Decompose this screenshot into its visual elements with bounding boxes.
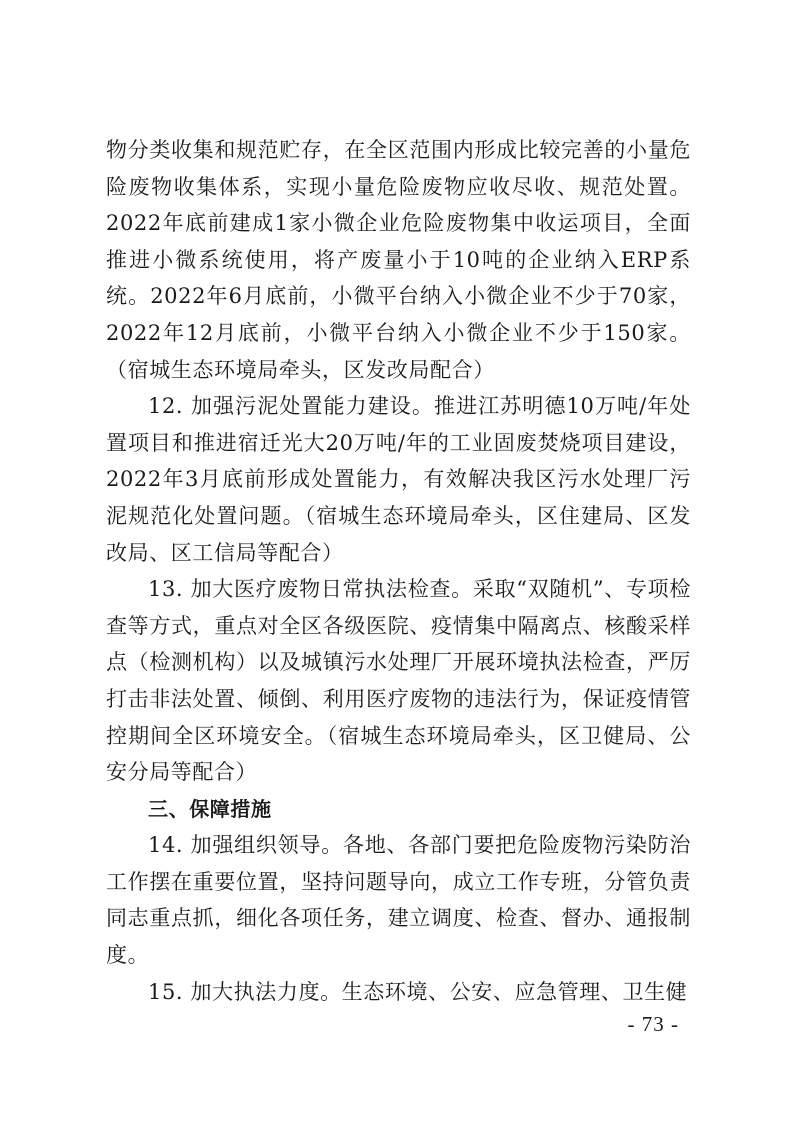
section-heading: 三、保障措施 [148, 796, 272, 821]
paragraph-item-14: 14. 加强组织领导。各地、各部门要把危险废物污染防治工作摆在重要位置，坚持问题导向，成立工作专班，分管负责同志重点抓，细化各项任务，建立调度、检查、督办、通报制度。 [106, 833, 691, 968]
body-text [106, 132, 691, 1010]
page-number: - 73 - [627, 1012, 679, 1036]
paragraph-item-13: 13. 加大医疗废物日常执法检查。采取“双随机”、专项检查等方式，重点对全区各级医院、疫情集中隔离点、核酸采样点（检测机构）以及城镇污水处理厂开展环境执法检查，严厉打击非法处置、倾倒、利用医疗废物的违法行为，保证疫情管控期间全区环境安全。（宿城生态环境局牵头，区卫健局、公安分局等配合） [106, 577, 691, 785]
paragraph-item-12: 12. 加强污泥处置能力建设。推进江苏明德10万吨/年处置项目和推进宿迁光大20万吨/年的工业固废焚烧项目建设，2022年3月底前形成处置能力，有效解决我区污水处理厂污泥规范化处置问题。（宿城生态环境局牵头，区住建局、区发改局、区工信局等配合） [106, 394, 691, 565]
paragraph-item-15: 15. 加大执法力度。生态环境、公安、应急管理、卫生健 [148, 979, 688, 1004]
paragraph-continuation: 物分类收集和规范贮存，在全区范围内形成比较完善的小量危险废物收集体系，实现小量危险废物应收尽收、规范处置。2022年底前建成1家小微企业危险废物集中收运项目，全面推进小微系统使用，将产废量小于10吨的企业纳入ERP系统。2022年6月底前，小微平台纳入小微企业不少于70家，2022年12月底前，小微平台纳入小微企业不少于150家。（宿城生态环境局牵头，区发改局配合） [106, 138, 691, 382]
